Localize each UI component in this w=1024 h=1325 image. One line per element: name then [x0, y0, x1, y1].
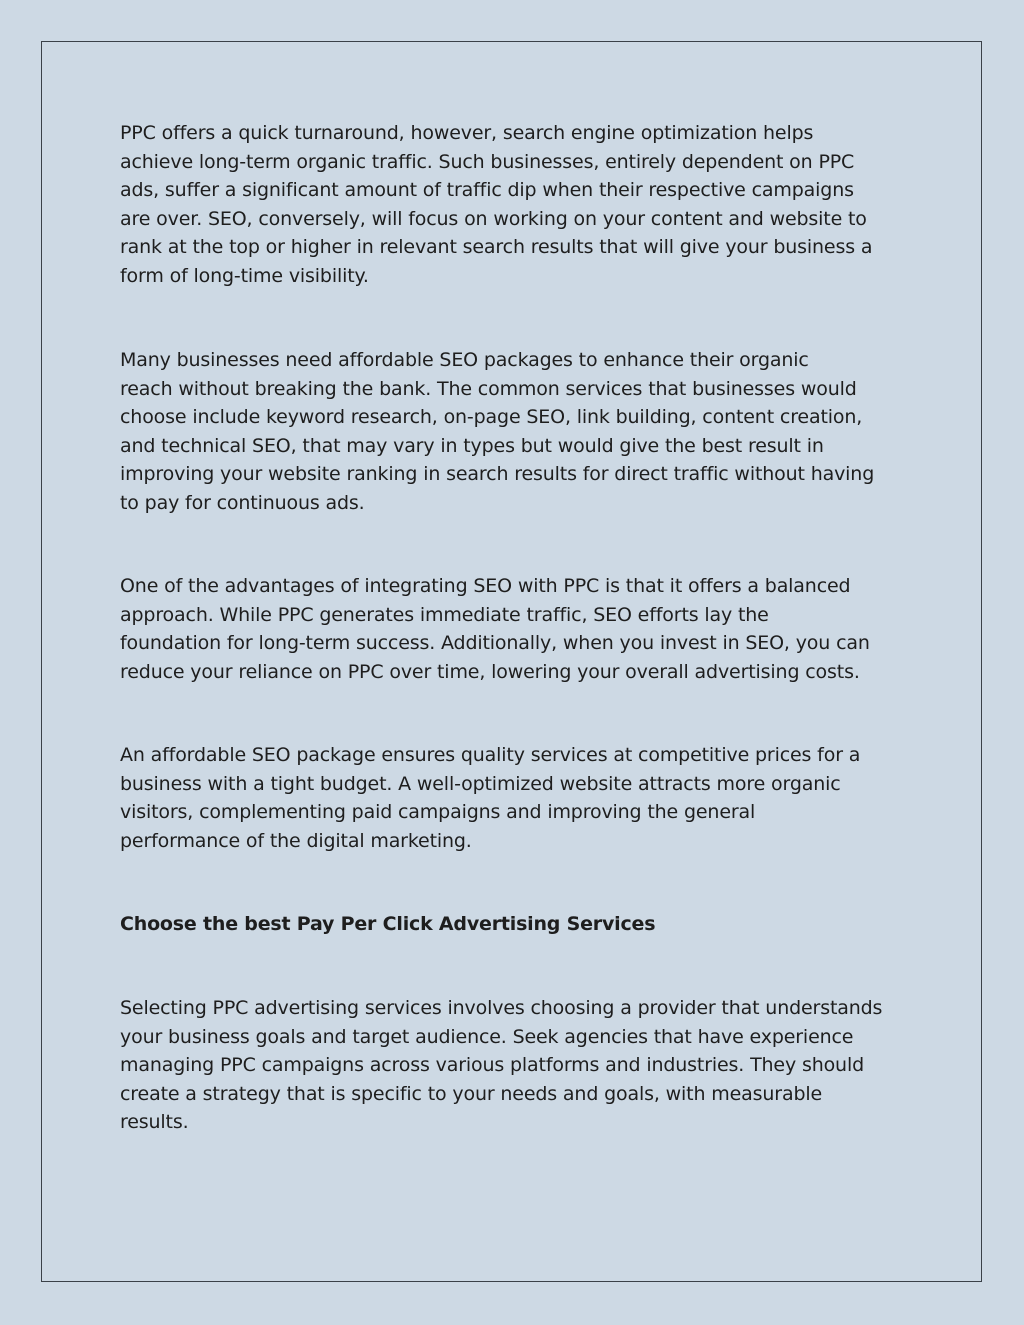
paragraph-ppc-vs-seo: PPC offers a quick turnaround, however, search engine optimization helps achieve long-term organic traffic. Such businesses, entirely dependent on PPC ads, suffer a significant amount of traffic dip when their respective campaigns are over. SEO, conversely, will focus on working on your content and website to rank at the top or higher in relevant search results that will give your business a form of long-time visibility. — [120, 122, 873, 287]
paragraph-affordable-seo-benefits: An affordable SEO package ensures quality services at competitive prices for a business with a tight budget. A well-optimized website attracts more organic visitors, complementing paid campaigns and improving the general performance of the digital marketing. — [120, 744, 861, 852]
paragraph-affordable-seo-packages: Many businesses need affordable SEO packages to enhance their organic reach without breaking the bank. The common services that businesses would choose include keyword research, on-page SEO, link building, content creation, and technical SEO, that may vary in types but would give the best result in improving your website ranking in search results for direct traffic without having to pay for continuous ads. — [120, 349, 875, 514]
paragraph-integrating-seo-ppc: One of the advantages of integrating SEO with PPC is that it offers a balanced approach. While PPC generates immediate traffic, SEO efforts lay the foundation for long-term success. Additionally, when you invest in SEO, you can reduce your reliance on PPC over time, lowering your overall advertising costs. — [120, 575, 870, 683]
paragraph-selecting-ppc-services: Selecting PPC advertising services involves choosing a provider that understands your business goals and target audience. Seek agencies that have experience managing PPC campaigns across various platforms and industries. They should create a strategy that is specific to your needs and goals, with measurable results. — [120, 997, 883, 1134]
section-heading: Choose the best Pay Per Click Advertising Services — [120, 913, 656, 935]
